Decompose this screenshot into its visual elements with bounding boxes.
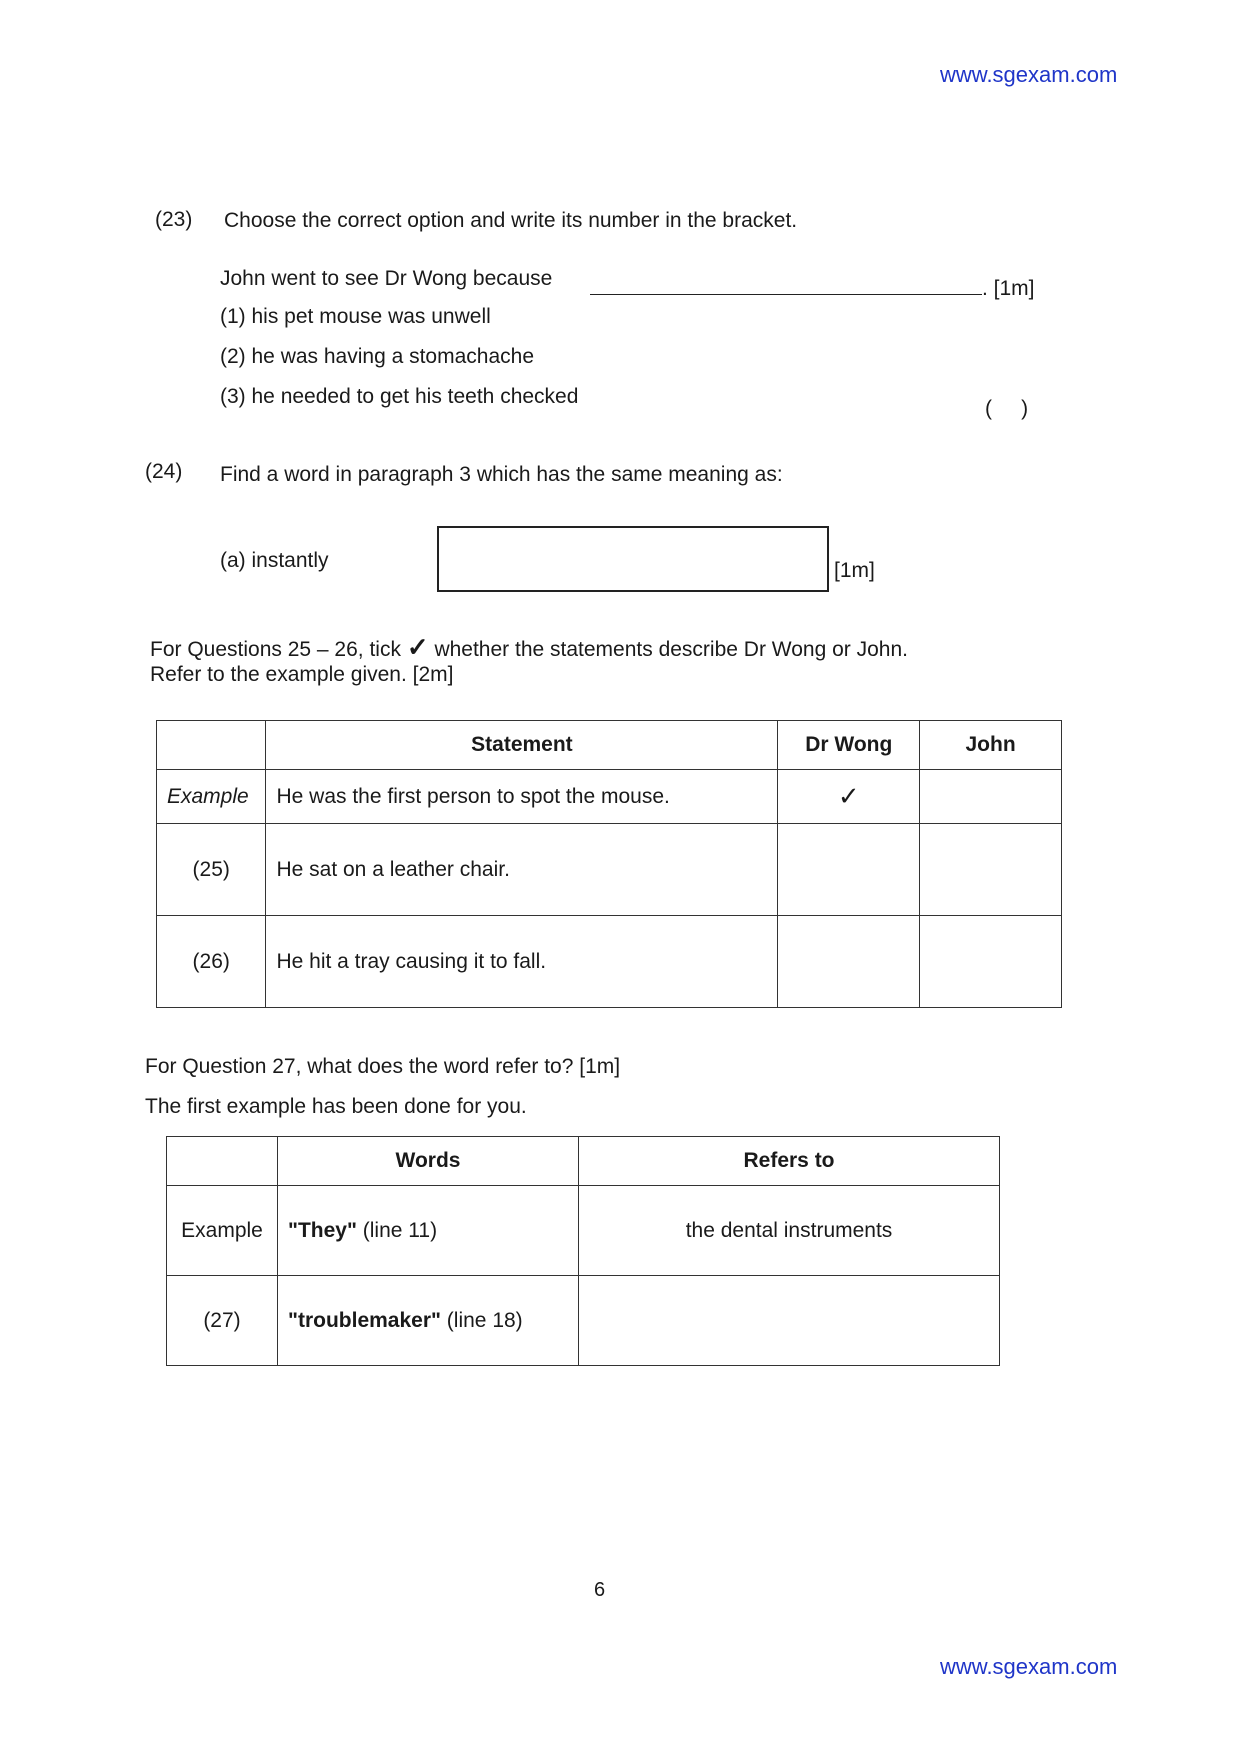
header-site-link[interactable]: www.sgexam.com <box>940 62 1118 87</box>
tick-table <box>156 720 1062 1008</box>
table-row <box>167 1186 1000 1276</box>
tick-table-header-statement: Statement <box>266 721 778 770</box>
q24-answer-box[interactable] <box>437 526 829 592</box>
refers-row-line: (line 11) <box>356 1218 438 1242</box>
refers-row-label: (27) <box>167 1276 278 1366</box>
tick-table-header-blank <box>157 721 266 770</box>
table-row <box>167 1276 1000 1366</box>
q23-prompt: Choose the correct option and write its number in the bracket. <box>224 209 798 232</box>
q23-answer-line[interactable] <box>590 294 982 295</box>
refers-table-header-blank <box>167 1137 278 1186</box>
q25-26-instruction-part1: For Questions 25 – 26, tick <box>150 638 401 661</box>
tick-cell-john <box>920 770 1062 824</box>
tick-icon: ✓ <box>406 632 429 662</box>
q27-instruction: For Question 27, what does the word refer to? [1m] <box>145 1055 621 1078</box>
tick-cell-drwong[interactable] <box>778 824 920 916</box>
refers-table-header-words: Words <box>278 1137 579 1186</box>
tick-row-label: Example <box>157 770 266 824</box>
q23-marks: . [1m] <box>982 277 1035 300</box>
refers-table <box>166 1136 1000 1366</box>
tick-row-label: (26) <box>157 916 266 1008</box>
refers-row-label: Example <box>167 1186 278 1276</box>
tick-table-header-john: John <box>920 721 1062 770</box>
q23-option-3: (3) he needed to get his teeth checked <box>220 385 579 408</box>
tick-cell-john[interactable] <box>920 824 1062 916</box>
table-row <box>157 916 1062 1008</box>
q23-stem: John went to see Dr Wong because <box>220 267 553 290</box>
q24-marks: [1m] <box>834 559 875 582</box>
footer-site-link[interactable]: www.sgexam.com <box>940 1654 1118 1679</box>
tick-cell-drwong[interactable] <box>778 916 920 1008</box>
refers-row-word-cell <box>278 1276 579 1366</box>
tick-row-statement: He hit a tray causing it to fall. <box>266 916 778 1008</box>
q23-option-1: (1) his pet mouse was unwell <box>220 305 491 328</box>
tick-table-header-row <box>157 721 1062 770</box>
tick-cell-john[interactable] <box>920 916 1062 1008</box>
q25-26-instruction-part2: whether the statements describe Dr Wong or John. <box>434 638 908 661</box>
q23-option-2: (2) he was having a stomachache <box>220 345 535 368</box>
table-row <box>157 770 1062 824</box>
q23-answer-bracket[interactable]: ( ) <box>985 397 1029 420</box>
refers-row-word-cell <box>278 1186 579 1276</box>
q27-instruction-line2: The first example has been done for you. <box>145 1095 527 1118</box>
refers-row-word: "troublemaker" <box>288 1308 441 1332</box>
table-row <box>157 824 1062 916</box>
q24-item-a: (a) instantly <box>220 549 329 572</box>
refers-row-answer-field[interactable] <box>579 1276 1000 1366</box>
q23-number: (23) <box>155 208 193 231</box>
refers-row-word: "They" <box>288 1218 357 1242</box>
tick-row-label: (25) <box>157 824 266 916</box>
q24-prompt: Find a word in paragraph 3 which has the same meaning as: <box>220 463 783 486</box>
refers-row-line: (line 18) <box>440 1308 523 1332</box>
tick-cell-drwong: ✓ <box>778 770 920 824</box>
page-number: 6 <box>594 1579 606 1601</box>
q24-number: (24) <box>145 460 183 483</box>
tick-table-header-drwong: Dr Wong <box>778 721 920 770</box>
refers-table-header-row <box>167 1137 1000 1186</box>
q25-26-instruction-line2: Refer to the example given. [2m] <box>150 663 454 686</box>
tick-row-statement: He sat on a leather chair. <box>266 824 778 916</box>
tick-row-statement: He was the first person to spot the mouse. <box>266 770 778 824</box>
refers-table-header-refers: Refers to <box>579 1137 1000 1186</box>
refers-row-answer: the dental instruments <box>579 1186 1000 1276</box>
q25-26-instruction <box>150 632 908 663</box>
